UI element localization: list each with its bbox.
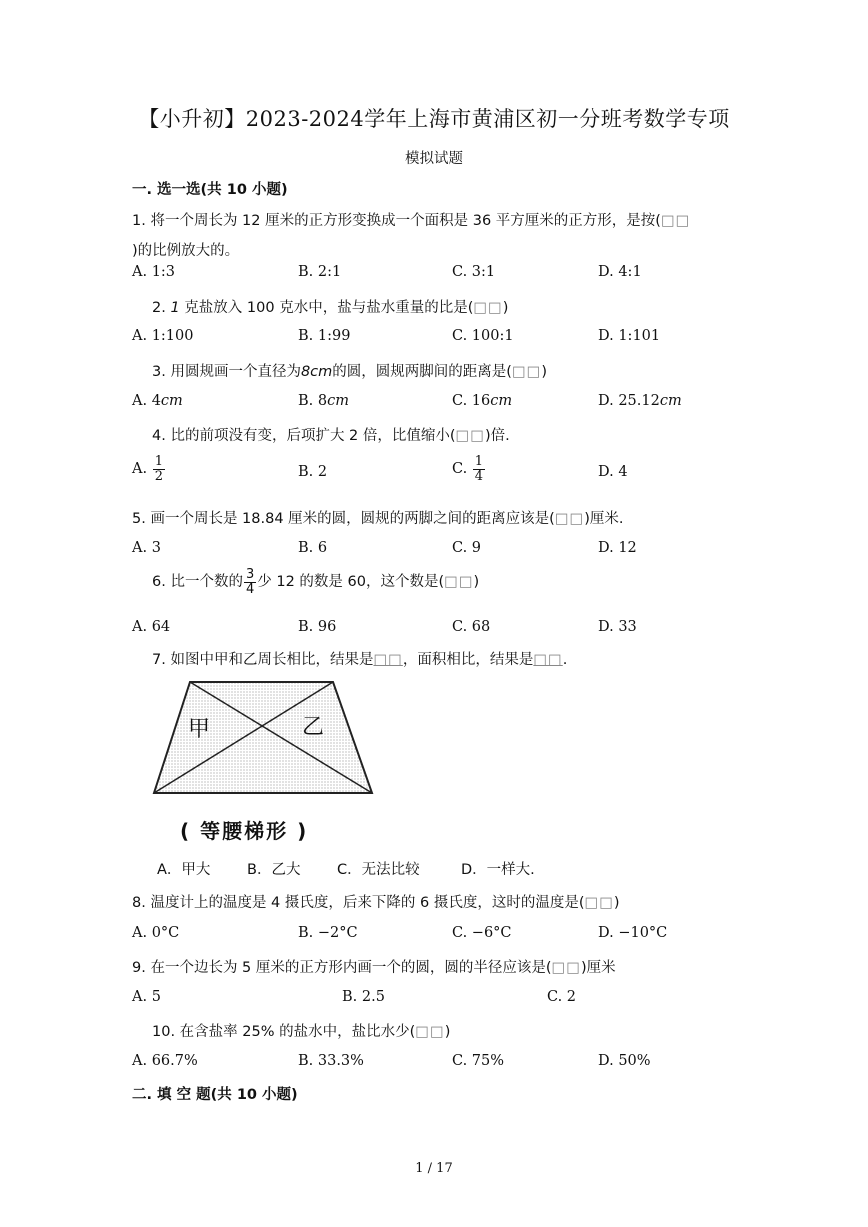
q5-option-a[interactable]: A. 3	[132, 540, 161, 556]
question-2-text: 2. 1 克盐放入 100 克水中，盐与盐水重量的比是(□□)	[152, 300, 509, 316]
q9-option-b[interactable]: B. 2.5	[342, 989, 385, 1005]
q6-option-b[interactable]: B. 96	[298, 619, 337, 635]
q3-option-a[interactable]: A. 4cm	[132, 393, 183, 409]
label-yi: 乙	[302, 715, 325, 740]
question-9-text: 9. 在一个边长为 5 厘米的正方形内画一个的圆，圆的半径应该是(□□)厘米	[132, 960, 616, 976]
q10-option-c[interactable]: C. 75%	[452, 1053, 505, 1069]
isosceles-trapezoid-figure	[150, 676, 376, 802]
q10-option-a[interactable]: A. 66.7%	[132, 1053, 198, 1069]
q4-option-a[interactable]: A. $\frac{1}{2}$	[132, 454, 163, 484]
q5-option-c[interactable]: C. 9	[452, 540, 482, 556]
q2-option-a[interactable]: A. 1:100	[132, 328, 194, 344]
question-5-text: 5. 画一个周长是 18.84 厘米的圆，圆规的两脚之间的距离应该是(□□)厘米.	[132, 511, 624, 527]
q2-option-b[interactable]: B. 1:99	[298, 328, 351, 344]
q10-option-d[interactable]: D. 50%	[598, 1053, 651, 1069]
q8-option-d[interactable]: D. −10°C	[598, 925, 668, 941]
q3-option-d[interactable]: D. 25.12cm	[598, 393, 682, 409]
fraction-one-half: $\frac{1}{2}$	[154, 454, 163, 484]
q4-option-d[interactable]: D. 4	[598, 464, 628, 480]
q9-option-a[interactable]: A. 5	[132, 989, 161, 1005]
question-1-text: 1. 将一个周长为 12 厘米的正方形变换成一个面积是 36 平方厘米的正方形，是按(□□	[132, 213, 691, 229]
label-jia: 甲	[188, 717, 211, 742]
figure-caption: ( 等腰梯形 )	[180, 819, 309, 843]
trapezoid-outline	[154, 682, 372, 793]
question-7-text: 7. 如图中甲和乙周长相比，结果是□□，面积相比，结果是□□.	[152, 652, 568, 668]
q3-option-b[interactable]: B. 8cm	[298, 393, 349, 409]
q7-option-d[interactable]: D．一样大.	[461, 862, 535, 878]
q5-option-b[interactable]: B. 6	[298, 540, 328, 556]
q6-option-c[interactable]: C. 68	[452, 619, 491, 635]
q3-option-c[interactable]: C. 16cm	[452, 393, 513, 409]
fraction-three-quarters: $\frac{3}{4}$	[245, 567, 255, 597]
q2-option-c[interactable]: C. 100:1	[452, 328, 514, 344]
q9-option-c[interactable]: C. 2	[547, 989, 577, 1005]
question-6-text: 6. 比一个数的 $\frac{3}{4}$ 少 12 的数是 60，这个数是(□□)	[152, 567, 480, 597]
q6-option-d[interactable]: D. 33	[598, 619, 637, 635]
q7-answer-blank-1[interactable]: □□	[373, 652, 403, 668]
question-1-text-cont: )的比例放大的。	[132, 243, 240, 259]
q2-option-d[interactable]: D. 1:101	[598, 328, 661, 344]
q1-option-b[interactable]: B. 2:1	[298, 264, 342, 280]
q5-option-d[interactable]: D. 12	[598, 540, 637, 556]
q4-option-c[interactable]: C. $\frac{1}{4}$	[452, 454, 484, 484]
q1-option-a[interactable]: A. 1:3	[132, 264, 176, 280]
question-10-text: 10. 在含盐率 25% 的盐水中，盐比水少(□□)	[152, 1024, 451, 1040]
fraction-one-quarter: $\frac{1}{4}$	[474, 454, 484, 484]
section-heading-choice: 一. 选一选(共 10 小题)	[132, 182, 288, 198]
q4-option-b[interactable]: B. 2	[298, 464, 328, 480]
question-8-text: 8. 温度计上的温度是 4 摄氏度，后来下降的 6 摄氏度，这时的温度是(□□)	[132, 895, 620, 911]
page-subtitle: 模拟试题	[405, 151, 463, 167]
q10-option-b[interactable]: B. 33.3%	[298, 1053, 364, 1069]
section-heading-fill-blank: 二. 填 空 题(共 10 小题)	[132, 1087, 298, 1103]
q6-option-a[interactable]: A. 64	[132, 619, 171, 635]
question-3-text: 3. 用圆规画一个直径为8cm的圆，圆规两脚间的距离是(□□)	[152, 364, 548, 380]
q1-option-d[interactable]: D. 4:1	[598, 264, 642, 280]
page-title: 【小升初】2023-2024学年上海市黄浦区初一分班考数学专项	[138, 107, 730, 131]
page-number: 1 / 17	[415, 1161, 453, 1176]
q8-option-a[interactable]: A. 0°C	[132, 925, 180, 941]
q7-option-a[interactable]: A．甲大	[157, 862, 211, 878]
q8-option-c[interactable]: C. −6°C	[452, 925, 512, 941]
q7-option-c[interactable]: C．无法比较	[337, 862, 420, 878]
q1-option-c[interactable]: C. 3:1	[452, 264, 496, 280]
question-4-text: 4. 比的前项没有变，后项扩大 2 倍，比值缩小(□□)倍.	[152, 428, 510, 444]
q7-option-b[interactable]: B．乙大	[247, 862, 301, 878]
q7-answer-blank-2[interactable]: □□	[533, 652, 563, 668]
q8-option-b[interactable]: B. −2°C	[298, 925, 358, 941]
